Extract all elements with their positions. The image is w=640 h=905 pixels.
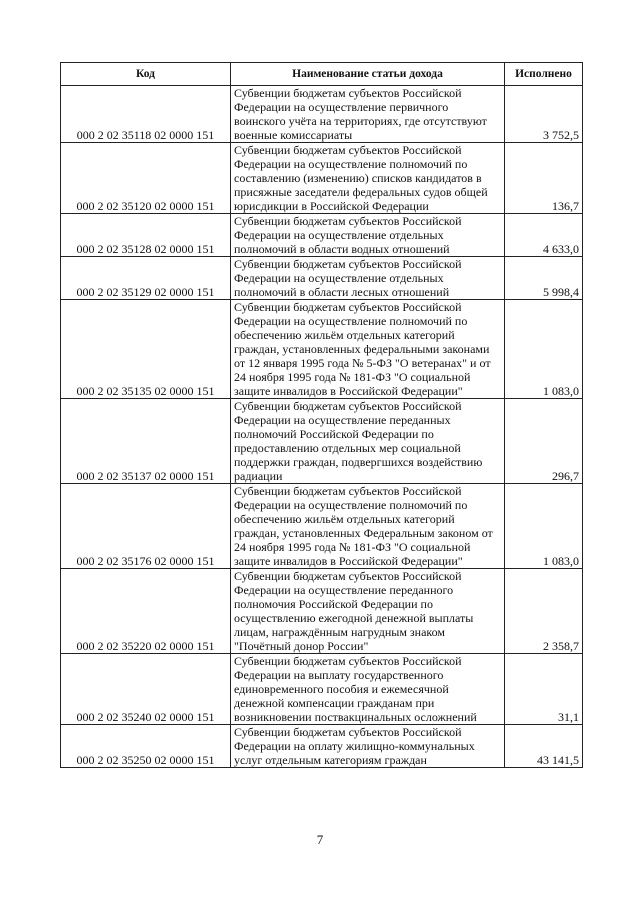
row-code: 000 2 02 35250 02 0000 151 <box>61 725 231 768</box>
row-name: Субвенции бюджетам субъектов Российской Федерации на оплату жилищно-коммунальных услуг отдельным категориям граждан <box>231 725 505 768</box>
row-sum: 31,1 <box>505 654 583 725</box>
table-row <box>61 654 583 725</box>
income-table <box>60 62 583 768</box>
row-name: Субвенции бюджетам субъектов Российской Федерации на осуществление первичного воинского учёта на территориях, где отсутствуют военные комиссариаты <box>231 86 505 143</box>
row-sum: 1 083,0 <box>505 484 583 569</box>
header-sum: Исполнено <box>505 63 583 86</box>
row-code: 000 2 02 35137 02 0000 151 <box>61 399 231 484</box>
row-sum: 5 998,4 <box>505 257 583 300</box>
row-code: 000 2 02 35120 02 0000 151 <box>61 143 231 214</box>
table-row <box>61 725 583 768</box>
row-sum: 4 633,0 <box>505 214 583 257</box>
row-name: Субвенции бюджетам субъектов Российской Федерации на осуществление переданных полномочий Российской Федерации по предоставлению отдельных мер социальной поддержки граждан, подвергшихся воздействию радиации <box>231 399 505 484</box>
row-sum: 296,7 <box>505 399 583 484</box>
table-header-row <box>61 63 583 86</box>
header-name: Наименование статьи дохода <box>231 63 505 86</box>
row-name: Субвенции бюджетам субъектов Российской Федерации на осуществление полномочий по обеспечению жильём отдельных категорий граждан, установленных Федеральным законом от 24 ноября 1995 года № 181-ФЗ "О социальной защите инвалидов в Российской Федерации" <box>231 484 505 569</box>
row-code: 000 2 02 35118 02 0000 151 <box>61 86 231 143</box>
row-name: Субвенции бюджетам субъектов Российской Федерации на осуществление отдельных полномочий в области водных отношений <box>231 214 505 257</box>
row-code: 000 2 02 35129 02 0000 151 <box>61 257 231 300</box>
table-row <box>61 143 583 214</box>
table-row <box>61 399 583 484</box>
table-row <box>61 569 583 654</box>
row-code: 000 2 02 35128 02 0000 151 <box>61 214 231 257</box>
row-code: 000 2 02 35240 02 0000 151 <box>61 654 231 725</box>
row-name: Субвенции бюджетам субъектов Российской Федерации на осуществление полномочий по составлению (изменению) списков кандидатов в присяжные заседатели федеральных судов общей юрисдикции в Российской Федерации <box>231 143 505 214</box>
table-row <box>61 257 583 300</box>
row-name: Субвенции бюджетам субъектов Российской Федерации на осуществление полномочий по обеспечению жильём отдельных категорий граждан, установленных федеральными законами от 12 января 1995 года № 5-ФЗ "О ветеранах" и от 24 ноября 1995 года № 181-ФЗ "О социальной защите инвалидов в Российской Федерации" <box>231 300 505 399</box>
row-sum: 136,7 <box>505 143 583 214</box>
header-code: Код <box>61 63 231 86</box>
row-sum: 2 358,7 <box>505 569 583 654</box>
row-name: Субвенции бюджетам субъектов Российской Федерации на выплату государственного единовременного пособия и ежемесячной денежной компенсации гражданам при возникновении поствакцинальных осложнений <box>231 654 505 725</box>
row-name: Субвенции бюджетам субъектов Российской Федерации на осуществление переданного полномочия Российской Федерации по осуществлению ежегодной денежной выплаты лицам, награждённым нагрудным знаком "Почётный донор России" <box>231 569 505 654</box>
row-code: 000 2 02 35220 02 0000 151 <box>61 569 231 654</box>
table-row <box>61 214 583 257</box>
row-code: 000 2 02 35176 02 0000 151 <box>61 484 231 569</box>
row-sum: 43 141,5 <box>505 725 583 768</box>
row-sum: 3 752,5 <box>505 86 583 143</box>
row-name: Субвенции бюджетам субъектов Российской Федерации на осуществление отдельных полномочий в области лесных отношений <box>231 257 505 300</box>
row-sum: 1 083,0 <box>505 300 583 399</box>
page-number: 7 <box>316 832 324 847</box>
row-code: 000 2 02 35135 02 0000 151 <box>61 300 231 399</box>
table-row <box>61 86 583 143</box>
table-row <box>61 484 583 569</box>
table-row <box>61 300 583 399</box>
